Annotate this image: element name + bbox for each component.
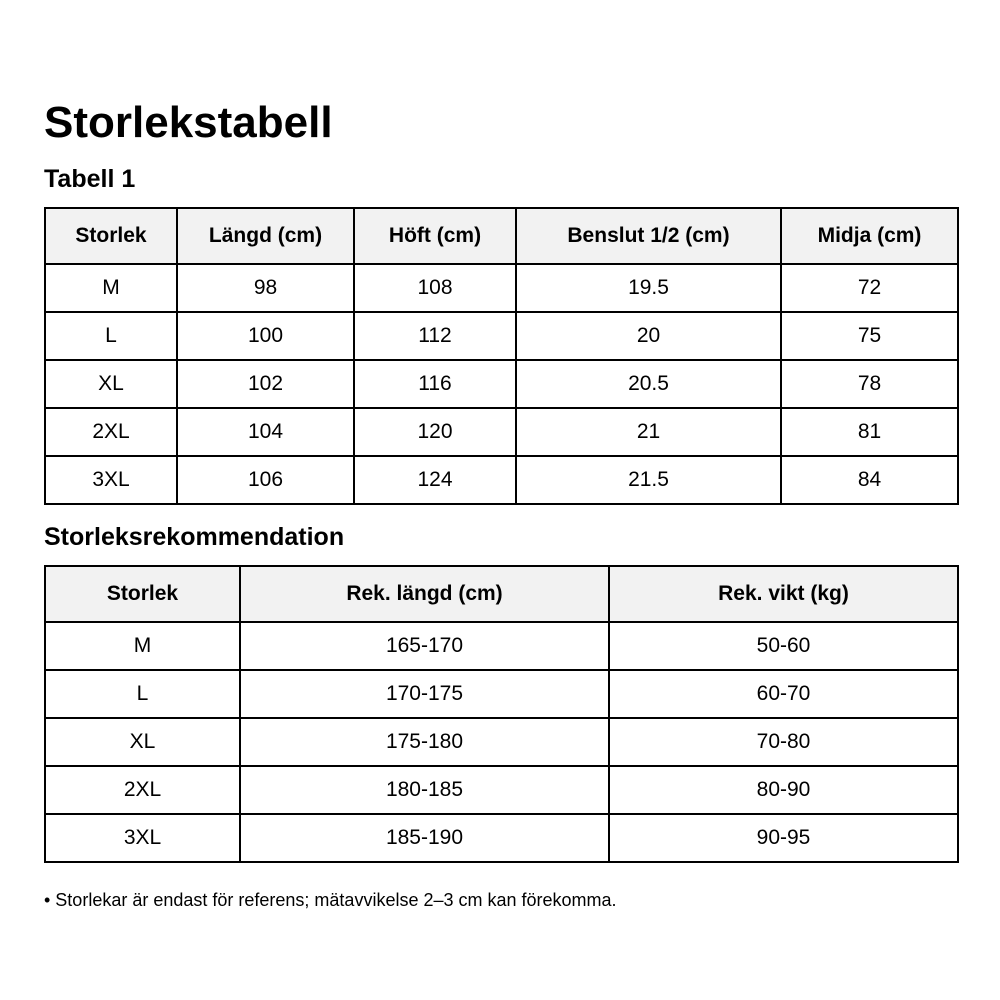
table-cell: 70-80 <box>609 718 958 766</box>
table-cell: L <box>45 670 240 718</box>
table-cell: 20 <box>516 312 781 360</box>
table-cell: L <box>45 312 177 360</box>
table-header-row <box>45 566 958 622</box>
table-cell: 19.5 <box>516 264 781 312</box>
table-cell: 175-180 <box>240 718 609 766</box>
table-cell: 116 <box>354 360 516 408</box>
table-cell: 75 <box>781 312 958 360</box>
table-row <box>45 766 958 814</box>
table-cell: 20.5 <box>516 360 781 408</box>
table-cell: 81 <box>781 408 958 456</box>
table-cell: 112 <box>354 312 516 360</box>
page-title: Storlekstabell <box>44 98 333 147</box>
table-row <box>45 312 958 360</box>
table-cell: 106 <box>177 456 354 504</box>
table-cell: 3XL <box>45 814 240 862</box>
column-header-recommended-weight: Rek. vikt (kg) <box>609 566 958 622</box>
size-recommendation-table <box>44 565 959 863</box>
table-cell: 78 <box>781 360 958 408</box>
table-row <box>45 718 958 766</box>
table-cell: XL <box>45 718 240 766</box>
column-header-length: Längd (cm) <box>177 208 354 264</box>
table-cell: 98 <box>177 264 354 312</box>
table-cell: 2XL <box>45 766 240 814</box>
column-header-recommended-height: Rek. längd (cm) <box>240 566 609 622</box>
table-cell: M <box>45 264 177 312</box>
table-cell: 104 <box>177 408 354 456</box>
table-cell: 50-60 <box>609 622 958 670</box>
size-table <box>44 207 959 505</box>
table-cell: 102 <box>177 360 354 408</box>
table-cell: 90-95 <box>609 814 958 862</box>
table-cell: 170-175 <box>240 670 609 718</box>
table-cell: XL <box>45 360 177 408</box>
column-header-waist: Midja (cm) <box>781 208 958 264</box>
table-row <box>45 622 958 670</box>
table-row <box>45 360 958 408</box>
section-title-size-recommendation: Storleksrekommendation <box>44 523 345 551</box>
table-row <box>45 408 958 456</box>
table-cell: 72 <box>781 264 958 312</box>
table-cell: 180-185 <box>240 766 609 814</box>
table-cell: 80-90 <box>609 766 958 814</box>
table-cell: 100 <box>177 312 354 360</box>
table-cell: 21 <box>516 408 781 456</box>
table-row <box>45 264 958 312</box>
table-header-row <box>45 208 958 264</box>
table-cell: 60-70 <box>609 670 958 718</box>
column-header-leg-opening: Benslut 1/2 (cm) <box>516 208 781 264</box>
table-row <box>45 670 958 718</box>
footnote: • Storlekar är endast för referens; mätavvikelse 2–3 cm kan förekomma. <box>44 890 617 910</box>
table-cell: M <box>45 622 240 670</box>
table-cell: 3XL <box>45 456 177 504</box>
column-header-hip: Höft (cm) <box>354 208 516 264</box>
table-cell: 120 <box>354 408 516 456</box>
table-cell: 84 <box>781 456 958 504</box>
table-cell: 21.5 <box>516 456 781 504</box>
table-cell: 165-170 <box>240 622 609 670</box>
table-cell: 124 <box>354 456 516 504</box>
column-header-size: Storlek <box>45 208 177 264</box>
table-cell: 108 <box>354 264 516 312</box>
column-header-size: Storlek <box>45 566 240 622</box>
table-cell: 185-190 <box>240 814 609 862</box>
table-row <box>45 456 958 504</box>
section-title-table-1: Tabell 1 <box>44 165 136 193</box>
table-cell: 2XL <box>45 408 177 456</box>
table-row <box>45 814 958 862</box>
